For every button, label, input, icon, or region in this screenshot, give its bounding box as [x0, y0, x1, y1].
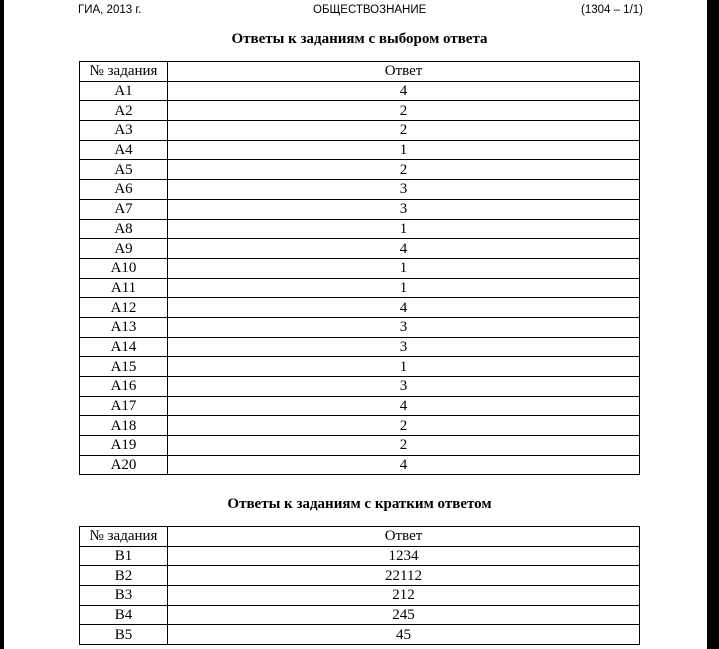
task-number-cell: А4 — [80, 140, 168, 160]
table-row — [80, 239, 640, 259]
answer-cell: 1 — [168, 278, 640, 298]
header-subject: ОБЩЕСТВОЗНАНИЕ — [313, 4, 427, 16]
answer-cell: 4 — [168, 298, 640, 318]
answer-cell: 45 — [168, 625, 640, 645]
answer-cell: 245 — [168, 605, 640, 625]
table-row — [80, 416, 640, 436]
task-number-cell: В2 — [80, 566, 168, 586]
task-number-cell: В5 — [80, 625, 168, 645]
task-number-cell: А6 — [80, 180, 168, 200]
answer-cell: 3 — [168, 317, 640, 337]
table-row — [80, 160, 640, 180]
answer-cell: 3 — [168, 199, 640, 219]
answer-cell: 3 — [168, 337, 640, 357]
answer-cell: 4 — [168, 81, 640, 101]
task-number-cell: А5 — [80, 160, 168, 180]
answer-cell: 1 — [168, 140, 640, 160]
answer-cell: 4 — [168, 455, 640, 475]
table-row — [80, 101, 640, 121]
table-row — [80, 436, 640, 456]
header-variant-code: (1304 – 1/1) — [580, 4, 643, 16]
answers-table-b — [79, 526, 640, 645]
table-row — [80, 258, 640, 278]
task-number-cell: А2 — [80, 101, 168, 121]
table-row — [80, 180, 640, 200]
task-number-cell: А15 — [80, 357, 168, 377]
table-row — [80, 566, 640, 586]
table-row — [80, 298, 640, 318]
table-row — [80, 377, 640, 397]
task-number-cell: А16 — [80, 377, 168, 397]
task-number-cell: А19 — [80, 436, 168, 456]
task-number-cell: А10 — [80, 258, 168, 278]
task-number-cell: А8 — [80, 219, 168, 239]
answer-cell: 212 — [168, 586, 640, 606]
task-number-cell: А11 — [80, 278, 168, 298]
table-row — [80, 605, 640, 625]
answer-cell: 2 — [168, 416, 640, 436]
column-header-task: № задания — [80, 527, 168, 547]
task-number-cell: А7 — [80, 199, 168, 219]
table-row — [80, 219, 640, 239]
table-row — [80, 357, 640, 377]
table-row — [80, 81, 640, 101]
task-number-cell: В3 — [80, 586, 168, 606]
table-row — [80, 140, 640, 160]
column-header-answer: Ответ — [168, 527, 640, 547]
answer-cell: 2 — [168, 160, 640, 180]
table-row — [80, 546, 640, 566]
answer-cell: 4 — [168, 396, 640, 416]
task-number-cell: А9 — [80, 239, 168, 259]
task-number-cell: А13 — [80, 317, 168, 337]
table-row — [80, 278, 640, 298]
table-header-row — [80, 62, 640, 82]
answer-cell: 22112 — [168, 566, 640, 586]
task-number-cell: А1 — [80, 81, 168, 101]
table-row — [80, 455, 640, 475]
task-number-cell: А12 — [80, 298, 168, 318]
table-header-row — [80, 527, 640, 547]
answer-cell: 4 — [168, 239, 640, 259]
table-row — [80, 396, 640, 416]
answer-cell: 1 — [168, 357, 640, 377]
answer-cell: 1 — [168, 219, 640, 239]
task-number-cell: А14 — [80, 337, 168, 357]
table-row — [80, 586, 640, 606]
header-exam-year: ГИА, 2013 г. — [78, 4, 142, 16]
table-row — [80, 199, 640, 219]
answer-cell: 1 — [168, 258, 640, 278]
task-number-cell: А17 — [80, 396, 168, 416]
answer-cell: 2 — [168, 121, 640, 141]
table-row — [80, 337, 640, 357]
answers-table-a — [79, 61, 640, 475]
task-number-cell: А3 — [80, 121, 168, 141]
task-number-cell: В4 — [80, 605, 168, 625]
answer-cell: 1234 — [168, 546, 640, 566]
table-row — [80, 121, 640, 141]
answer-cell: 2 — [168, 436, 640, 456]
answer-cell: 3 — [168, 377, 640, 397]
section-a-title: Ответы к заданиям с выбором ответа — [231, 31, 488, 47]
task-number-cell: А20 — [80, 455, 168, 475]
answer-cell: 3 — [168, 180, 640, 200]
table-row — [80, 625, 640, 645]
column-header-answer: Ответ — [168, 62, 640, 82]
section-b-title: Ответы к заданиям с кратким ответом — [227, 496, 492, 512]
answer-cell: 2 — [168, 101, 640, 121]
task-number-cell: А18 — [80, 416, 168, 436]
table-row — [80, 317, 640, 337]
task-number-cell: В1 — [80, 546, 168, 566]
column-header-task: № задания — [80, 62, 168, 82]
